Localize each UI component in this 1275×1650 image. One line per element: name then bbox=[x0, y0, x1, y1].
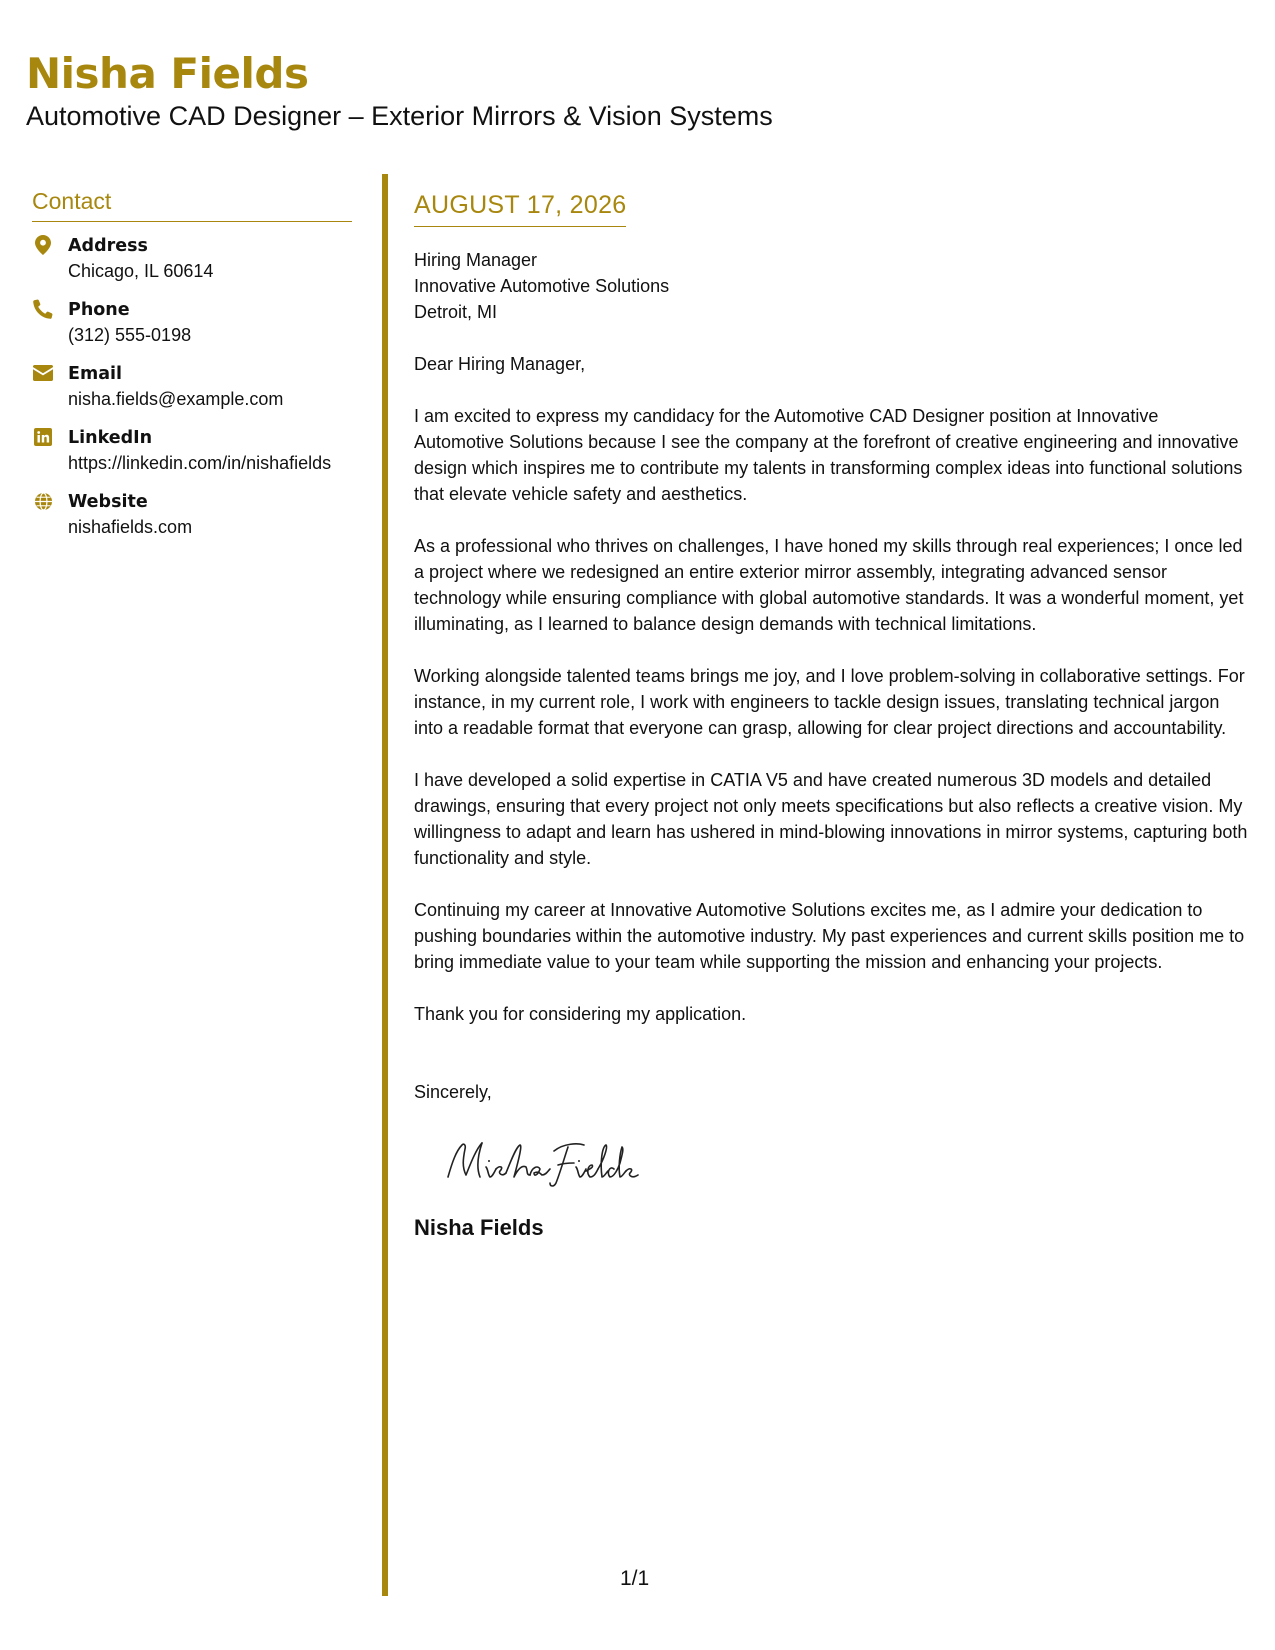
linkedin-icon bbox=[32, 426, 54, 448]
job-title: Automotive CAD Designer – Exterior Mirrors & Vision Systems bbox=[26, 101, 773, 131]
applicant-name: Nisha Fields bbox=[26, 49, 309, 98]
letter-paragraph: Continuing my career at Innovative Automotive Solutions excites me, as I admire your dedication to pushing boundaries within the automotive industry. My past experiences and current skills position me to bring immediate value to your team while supporting the mission and enhancing your projects. bbox=[414, 900, 1245, 972]
signed-name: Nisha Fields bbox=[414, 1215, 544, 1240]
contact-item-address bbox=[32, 234, 352, 284]
contact-value: nishafields.com bbox=[68, 517, 193, 537]
contact-heading: Contact bbox=[32, 188, 352, 222]
header bbox=[26, 48, 773, 132]
recipient-block bbox=[414, 247, 1249, 325]
letter-paragraph: Working alongside talented teams brings me joy, and I love problem-solving in collaborative settings. For instance, in my current role, I work with engineers to tackle design issues, translating technical jargon into a readable format that everyone can grasp, allowing for clear project directions and accountability. bbox=[414, 666, 1245, 738]
contact-label: Email bbox=[68, 364, 122, 384]
letter-paragraph: Thank you for considering my application. bbox=[414, 1004, 747, 1024]
letter-paragraph: As a professional who thrives on challenges, I have honed my skills through real experiences; I once led a project where we redesigned an entire exterior mirror assembly, integrating advanced sensor technology while ensuring compliance with global automotive standards. It was a wonderful moment, yet illuminating, as I learned to balance design demands with technical limitations. bbox=[414, 536, 1244, 634]
contact-item-linkedin bbox=[32, 426, 352, 476]
globe-icon bbox=[32, 490, 54, 512]
handwritten-signature bbox=[442, 1133, 1249, 1195]
letter-paragraph: I have developed a solid expertise in CATIA V5 and have created numerous 3D models and detailed drawings, ensuring that every project not only meets specifications but also reflects a creative vision. My willingness to adapt and learn has ushered in mind-blowing innovations in mirror systems, capturing both functionality and style. bbox=[414, 770, 1248, 868]
contact-value: nisha.fields@example.com bbox=[68, 389, 284, 409]
contact-label: Address bbox=[68, 236, 148, 256]
phone-icon bbox=[32, 298, 54, 320]
vertical-divider bbox=[382, 174, 388, 1596]
recipient-line: Detroit, MI bbox=[414, 302, 498, 322]
page-number: 1/1 bbox=[620, 1567, 650, 1590]
contact-value: (312) 555-0198 bbox=[68, 325, 192, 345]
recipient-line: Hiring Manager bbox=[414, 250, 538, 270]
contact-value: https://linkedin.com/in/nishafields bbox=[68, 453, 332, 473]
closing: Sincerely, bbox=[414, 1082, 492, 1102]
contact-label: LinkedIn bbox=[68, 428, 153, 448]
letter-date: AUGUST 17, 2026 bbox=[414, 190, 626, 227]
salutation: Dear Hiring Manager, bbox=[414, 354, 586, 374]
map-pin-icon bbox=[32, 234, 54, 256]
letter-body bbox=[414, 190, 1249, 1241]
contact-item-email bbox=[32, 362, 352, 412]
contact-value: Chicago, IL 60614 bbox=[68, 261, 214, 281]
letter-paragraph: I am excited to express my candidacy for the Automotive CAD Designer position at Innovative Automotive Solutions because I see the company at the forefront of creative engineering and innovative design which inspires me to contribute my talents in transforming complex ideas into functional solutions that elevate vehicle safety and aesthetics. bbox=[414, 406, 1243, 504]
contact-item-website bbox=[32, 490, 352, 540]
contact-label: Phone bbox=[68, 300, 130, 320]
contact-sidebar bbox=[32, 188, 352, 554]
contact-label: Website bbox=[68, 492, 148, 512]
envelope-icon bbox=[32, 362, 54, 384]
recipient-line: Innovative Automotive Solutions bbox=[414, 276, 670, 296]
contact-item-phone bbox=[32, 298, 352, 348]
